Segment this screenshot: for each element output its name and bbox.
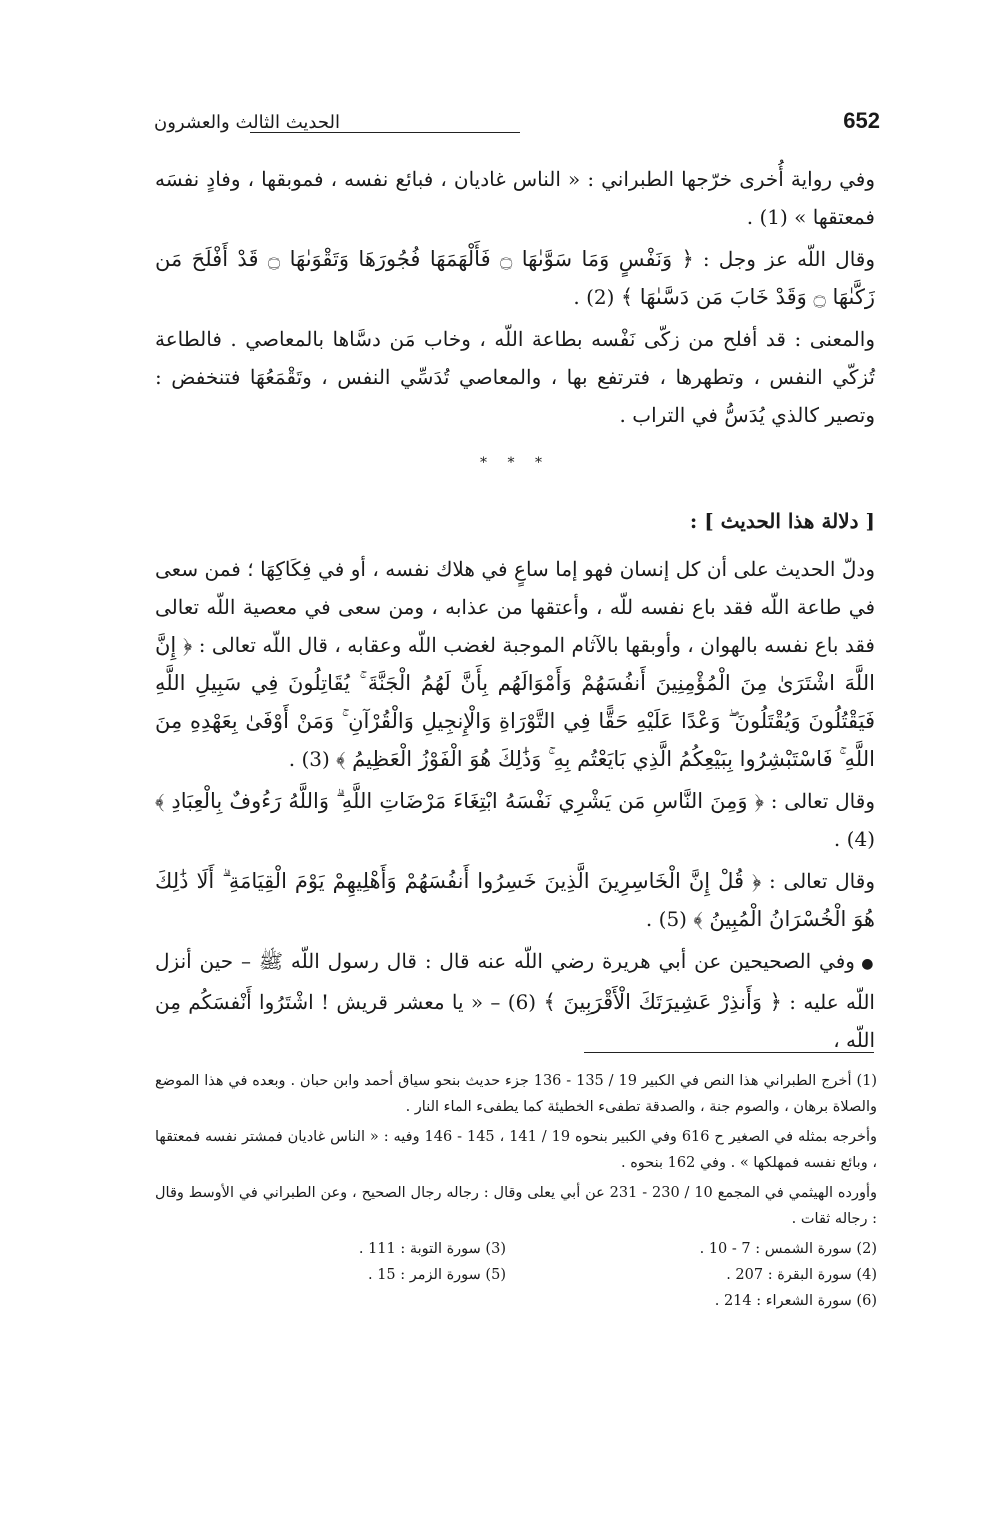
surah-references: [155, 1236, 877, 1314]
quote-intro: وقال تعالى :: [763, 789, 875, 813]
page-header: [150, 108, 880, 142]
footnotes: [155, 1068, 877, 1314]
bullet-icon: ●: [861, 956, 875, 972]
quran-verse: ﴿ إِنَّ اللَّهَ اشْتَرَىٰ مِنَ الْمُؤْمِنِينَ أَنفُسَهُمْ وَأَمْوَالَهُم بِأَنَّ لَهُمُ الْجَنَّةَ ۚ يُقَاتِلُونَ فِي سَبِيلِ اللَّهِ فَيَقْتُلُونَ وَيُقْتَلُونَ ۖ وَعْدًا عَلَيْهِ حَقًّا فِي التَّوْرَاةِ وَالْإِنجِيلِ وَالْقُرْآنِ ۚ وَمَنْ أَوْفَىٰ بِعَهْدِهِ مِنَ اللَّهِ ۚ فَاسْتَبْشِرُوا بِبَيْعِكُمُ الَّذِي بَايَعْتُم بِهِ ۚ وَذَٰلِكَ هُوَ الْفَوْزُ الْعَظِيمُ ﴾: [155, 633, 875, 771]
section-heading: [ دلالة هذا الحديث ] :: [689, 509, 875, 533]
quran-verse: ﴿ قُلْ إِنَّ الْخَاسِرِينَ الَّذِينَ خَسِرُوا أَنفُسَهُمْ وَأَهْلِيهِمْ يَوْمَ الْقِيَامَةِ ۗ أَلَا ذَٰلِكَ هُوَ الْخُسْرَانُ الْمُبِينُ ﴾: [155, 869, 875, 931]
footnote-1-continued: وأخرجه بمثله في الصغير ح 616 وفي الكبير بنحوه 19 / 141 ، 145 - 146 وفيه : « الناس غاديان فمشتر نفسه فمعتقها ، وبائع نفسه فمهلكها » . وفي 162 بنحوه .: [155, 1129, 877, 1171]
running-title: الحديث الثالث والعشرون: [153, 112, 340, 133]
footnote-ref: (3) .: [288, 747, 337, 771]
quran-verse: ﴿ وَأَنذِرْ عَشِيرَتَكَ الْأَقْرَبِينَ ﴾: [543, 990, 782, 1014]
quote-intro: وقال اللّه عز وجل :: [693, 247, 875, 271]
paragraph-quran-baqara: [155, 782, 875, 858]
footnote-ref: (2) .: [573, 285, 621, 309]
footnote-3: (3) سورة التوبة : 111 .: [358, 1241, 506, 1257]
footnote-1: (1) أخرج الطبراني هذا النص في الكبير 19 / 135 - 136 جزء حديث بنحو سياق أحمد وابن حبان . وبعده في هذا الموضع والصلاة برهان ، والصوم جنة ، والصدقة تطفىء الخطيئة كما يطفىء الماء النار .: [155, 1073, 878, 1115]
paragraph-quran-shams: [155, 240, 875, 316]
paragraph-text: ودلّ الحديث على أن كل إنسان فهو إما ساعٍ في هلاك نفسه ، أو في فِكَاكِهَا ؛ فمن سعى في طاعة اللّه فقد باع نفسه للّه ، وأعتقها من عذابه ، ومن سعى في معصية اللّه تعالى فقد باع نفسه بالهوان ، وأوبقها بالآثام الموجبة لغضب اللّه وعقابه ، قال اللّه تعالى :: [155, 557, 876, 657]
footnote-ref: (5) .: [645, 907, 694, 931]
footnote-rule: [584, 1052, 874, 1053]
quran-verse: ﴿ وَنَفْسٍ وَمَا سَوَّىٰهَا ۝ فَأَلْهَمَهَا فُجُورَهَا وَتَقْوَىٰهَا ۝ قَدْ أَفْلَحَ مَن زَكَّىٰهَا ۝ وَقَدْ خَابَ مَن دَسَّىٰهَا ﴾: [155, 247, 875, 309]
paragraph-text: وفي الصحيحين عن أبي هريرة رضي اللّه عنه قال : قال رسول اللّه ﷺ – حين أنزل اللّه عليه :: [155, 949, 875, 1014]
footnote-4: (4) سورة البقرة : 207 .: [726, 1267, 877, 1283]
paragraph-hadith-indication: [155, 550, 875, 778]
paragraph-sahihayn: [155, 942, 875, 1059]
section-separator: * * *: [480, 455, 550, 471]
quote-intro: وقال تعالى :: [761, 869, 875, 893]
footnote-5: (5) سورة الزمر : 15 .: [367, 1267, 506, 1283]
paragraph-quran-zumar: [155, 862, 875, 938]
paragraph-tabarani-narration: وفي رواية أُخرى خرّجها الطبراني : « الناس غاديان ، فبائع نفسه ، فموبقها ، وفادٍ نفسَه فمعتقها » (1) .: [155, 167, 875, 229]
footnote-1-haythami: وأورده الهيثمي في المجمع 10 / 230 - 231 عن أبي يعلى وقال : رجاله رجال الصحيح ، وعن الطبراني في الأوسط وقال : رجاله ثقات .: [155, 1185, 877, 1227]
paragraph-meaning: والمعنى : قد أفلح من زكّى نَفْسه بطاعة اللّه ، وخاب مَن دسَّاها بالمعاصي . فالطاعة تُزكّي النفس ، وتطهرها ، فترتفع بها ، والمعاصي تُدَسِّي النفس ، وتَقْمَعُهَا فتنخفض : وتصير كالذي يُدَسُّ في التراب .: [155, 327, 875, 427]
paragraph-text-end: (6) – « يا معشر قريش ! اشْتَرُوا أَنْفسَكُم مِن اللّه ،: [155, 990, 875, 1052]
footnote-ref: (4) .: [833, 827, 875, 851]
footnote-2: (2) سورة الشمس : 7 - 10 .: [699, 1241, 877, 1257]
page-number: 652: [843, 108, 880, 133]
quran-verse: ﴿ وَمِنَ النَّاسِ مَن يَشْرِي نَفْسَهُ ابْتِغَاءَ مَرْضَاتِ اللَّهِ ۗ وَاللَّهُ رَءُوفٌ بِالْعِبَادِ ﴾: [155, 789, 764, 813]
main-text: [155, 160, 875, 1063]
footnote-6: (6) سورة الشعراء : 214 .: [714, 1293, 877, 1309]
